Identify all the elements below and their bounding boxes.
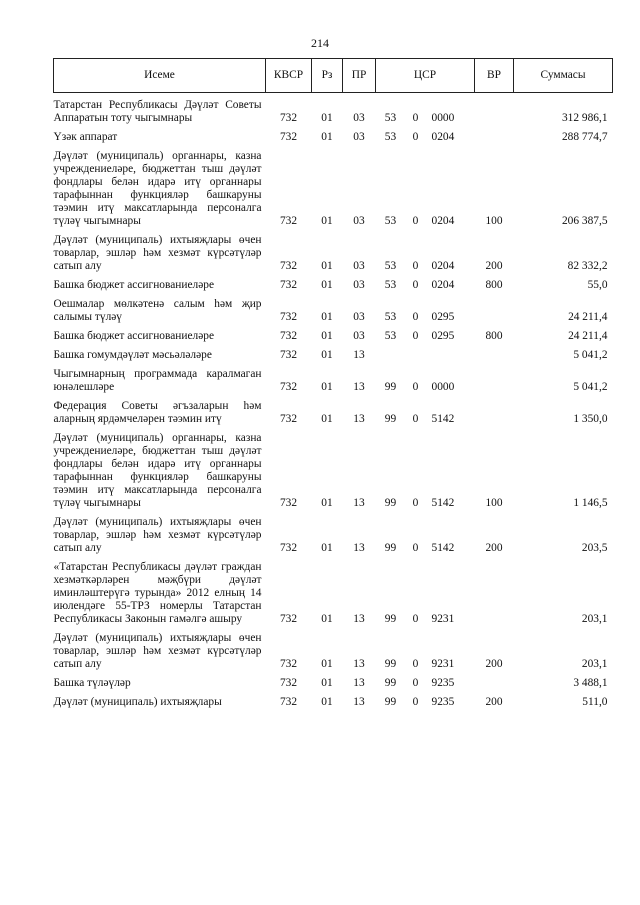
row-sum: 24 211,4 [568,330,608,342]
row-rz: 01 [321,131,333,143]
row-csr-subprogram: 0 [412,112,419,124]
row-kvsr: 732 [279,311,298,323]
row-csr-direction: 0204 [431,131,455,143]
table-row [54,674,613,693]
row-pr: 13 [353,542,365,554]
table-row [54,231,613,276]
row-vr: 100 [485,497,503,509]
table-header-row [54,59,613,93]
row-csr-direction: 0295 [431,330,455,342]
row-vr: 200 [485,696,503,708]
row-sum: 1 350,0 [573,413,608,425]
row-csr-direction: 0204 [431,215,455,227]
row-pr: 13 [353,413,365,425]
row-csr-direction: 0204 [431,260,455,272]
row-sum: 1 146,5 [573,497,608,509]
row-vr: 100 [485,215,503,227]
row-kvsr: 732 [279,658,298,670]
row-name: Башка түләүләр [53,677,131,689]
table-row [54,327,613,346]
table-row [54,558,613,629]
row-name: Оешмалар мөлкәтенә салым һәм җир салымы түләү [53,298,262,323]
row-csr-subprogram: 0 [412,613,419,625]
row-rz: 01 [321,413,333,425]
row-kvsr: 732 [279,542,298,554]
row-pr: 13 [353,696,365,708]
row-csr-program: 99 [384,613,397,625]
row-csr-subprogram: 0 [412,542,419,554]
row-csr-direction: 0295 [431,311,455,323]
row-csr-direction: 0204 [431,279,455,291]
row-csr-program: 53 [384,112,397,124]
row-sum: 55,0 [587,279,608,291]
row-vr: 800 [485,279,503,291]
row-rz: 01 [321,613,333,625]
header-sum: Суммасы [514,59,613,93]
table-row [54,147,613,231]
row-rz: 01 [321,330,333,342]
row-sum: 3 488,1 [573,677,608,689]
row-name: Башка гомумдәүләт мәсьәләләре [53,349,212,361]
row-csr-direction: 5142 [431,542,455,554]
row-pr: 03 [353,330,365,342]
row-rz: 01 [321,349,333,361]
row-csr-program: 53 [384,311,397,323]
row-rz: 01 [321,311,333,323]
row-kvsr: 732 [279,696,298,708]
row-csr-program: 53 [384,279,397,291]
row-pr: 03 [353,260,365,272]
row-rz: 01 [321,658,333,670]
header-kvsr: КВСР [266,59,312,93]
row-name: Дәүләт (муниципаль) ихтыяҗлары өчен товарлар, эшләр һәм хезмәт күрсәтүләр сатып алу [53,516,262,554]
row-kvsr: 732 [279,279,298,291]
row-vr [475,558,514,629]
table-row [54,346,613,365]
row-sum: 203,1 [581,613,608,625]
table-row [54,693,613,712]
row-sum: 511,0 [582,696,608,708]
row-kvsr: 732 [279,497,298,509]
row-csr-direction: 9231 [431,613,455,625]
row-sum: 203,5 [581,542,608,554]
row-name: Дәүләт (муниципаль) ихтыяҗлары [53,696,222,708]
row-pr: 03 [353,279,365,291]
row-pr: 03 [353,112,365,124]
row-sum: 288 774,7 [561,131,608,143]
row-csr-subprogram: 0 [412,279,419,291]
row-pr: 03 [353,131,365,143]
row-name: Башка бюджет ассигнованиеләре [53,330,215,342]
row-csr-subprogram: 0 [412,215,419,227]
table-body [54,93,613,713]
row-name: Дәүләт (муниципаль) органнары, казна учреждениеләре, бюджеттан тыш дәүләт фондлары белән идарә итү органнары тарафыннан функцияләр башкаруны тәэмин итү максатларында персоналга түләү чыгымнары [53,150,262,227]
row-pr: 03 [353,215,365,227]
row-csr-program: 53 [384,330,397,342]
row-rz: 01 [321,381,333,393]
row-csr-subprogram: 0 [412,381,419,393]
row-csr-subprogram: 0 [412,260,419,272]
header-csr: ЦСР [376,59,475,93]
row-csr-subprogram [406,346,426,365]
header-name: Исеме [54,59,266,93]
row-csr-program: 99 [384,696,397,708]
row-csr-program [376,346,406,365]
row-csr-program: 99 [384,677,397,689]
row-vr [475,128,514,147]
row-csr-subprogram: 0 [412,677,419,689]
row-csr-direction: 9231 [431,658,455,670]
row-rz: 01 [321,215,333,227]
row-sum: 24 211,4 [568,311,608,323]
budget-table [53,58,613,712]
row-pr: 13 [353,658,365,670]
row-csr-program: 53 [384,260,397,272]
row-pr: 13 [353,677,365,689]
row-csr-program: 99 [384,413,397,425]
row-kvsr: 732 [279,215,298,227]
row-pr: 03 [353,311,365,323]
row-csr-direction: 9235 [431,696,455,708]
table-row [54,276,613,295]
row-csr-subprogram: 0 [412,330,419,342]
row-csr-direction: 0000 [431,381,455,393]
row-vr: 800 [485,330,503,342]
row-sum: 5 041,2 [573,381,608,393]
row-rz: 01 [321,112,333,124]
row-name: Дәүләт (муниципаль) органнары, казна учреждениеләре, бюджеттан тыш дәүләт фондлары белән идарә итү органнары тарафыннан функцияләр башкаруны тәэмин итү максатларында персоналга түләү чыгымнары [53,432,262,509]
row-vr: 200 [485,260,503,272]
row-kvsr: 732 [279,677,298,689]
row-csr-program: 99 [384,381,397,393]
table-row [54,365,613,397]
page-number: 214 [311,36,329,50]
row-pr: 13 [353,381,365,393]
row-vr [475,295,514,327]
row-csr-direction [426,346,475,365]
table-row [54,629,613,674]
row-name: Үзәк аппарат [53,131,118,143]
row-rz: 01 [321,696,333,708]
row-csr-subprogram: 0 [412,311,419,323]
header-pr: ПР [343,59,376,93]
row-kvsr: 732 [279,613,298,625]
header-rz: Рз [312,59,343,93]
row-sum: 206 387,5 [561,215,608,227]
row-name: Башка бюджет ассигнованиеләре [53,279,215,291]
table-row [54,429,613,513]
row-csr-subprogram: 0 [412,413,419,425]
table-row [54,93,613,129]
row-name: Чыгымнарның программада каралмаган юнәлешләре [53,368,262,393]
row-sum: 5 041,2 [573,349,608,361]
row-vr [475,674,514,693]
row-name: Федерация Советы әгъзаларын һәм аларның ярдәмчеләрен тәэмин итү [53,400,262,425]
row-csr-direction: 5142 [431,497,455,509]
row-kvsr: 732 [279,381,298,393]
row-name: Дәүләт (муниципаль) ихтыяҗлары өчен товарлар, эшләр һәм хезмәт күрсәтүләр сатып алу [53,234,262,272]
row-kvsr: 732 [279,131,298,143]
row-pr: 13 [353,613,365,625]
row-rz: 01 [321,260,333,272]
row-csr-direction: 0000 [431,112,455,124]
row-rz: 01 [321,542,333,554]
row-kvsr: 732 [279,260,298,272]
row-rz: 01 [321,279,333,291]
row-pr: 13 [353,497,365,509]
row-csr-program: 53 [384,215,397,227]
row-name: «Татарстан Республикасы дәүләт граждан хезмәткәрләрен мәҗбүри дәүләт иминләштерүгә турында» 2012 елның 14 июлендәге 55-ТРЗ номерлы Татарстан Республикасы Законын гамәлгә ашыру [53,561,262,625]
row-vr: 200 [485,658,503,670]
row-csr-direction: 9235 [431,677,455,689]
row-rz: 01 [321,677,333,689]
row-name: Татарстан Республикасы Дәүләт Советы Аппаратын тоту чыгымнары [53,99,262,124]
row-kvsr: 732 [279,330,298,342]
row-sum: 203,1 [581,658,608,670]
row-csr-program: 99 [384,497,397,509]
row-csr-program: 99 [384,542,397,554]
row-sum: 312 986,1 [561,112,608,124]
row-vr [475,93,514,129]
table-row [54,513,613,558]
row-sum: 82 332,2 [567,260,608,272]
table-row [54,128,613,147]
row-kvsr: 732 [279,112,298,124]
table-row [54,295,613,327]
table-row [54,397,613,429]
row-csr-subprogram: 0 [412,696,419,708]
row-vr: 200 [485,542,503,554]
row-kvsr: 732 [279,349,298,361]
row-pr: 13 [353,349,365,361]
row-csr-subprogram: 0 [412,131,419,143]
row-csr-direction: 5142 [431,413,455,425]
row-csr-program: 99 [384,658,397,670]
row-csr-subprogram: 0 [412,497,419,509]
row-rz: 01 [321,497,333,509]
row-vr [475,365,514,397]
row-vr [475,346,514,365]
header-vr: ВР [475,59,514,93]
row-vr [475,397,514,429]
row-name: Дәүләт (муниципаль) ихтыяҗлары өчен товарлар, эшләр һәм хезмәт күрсәтүләр сатып алу [53,632,262,670]
row-kvsr: 732 [279,413,298,425]
row-csr-subprogram: 0 [412,658,419,670]
row-csr-program: 53 [384,131,397,143]
